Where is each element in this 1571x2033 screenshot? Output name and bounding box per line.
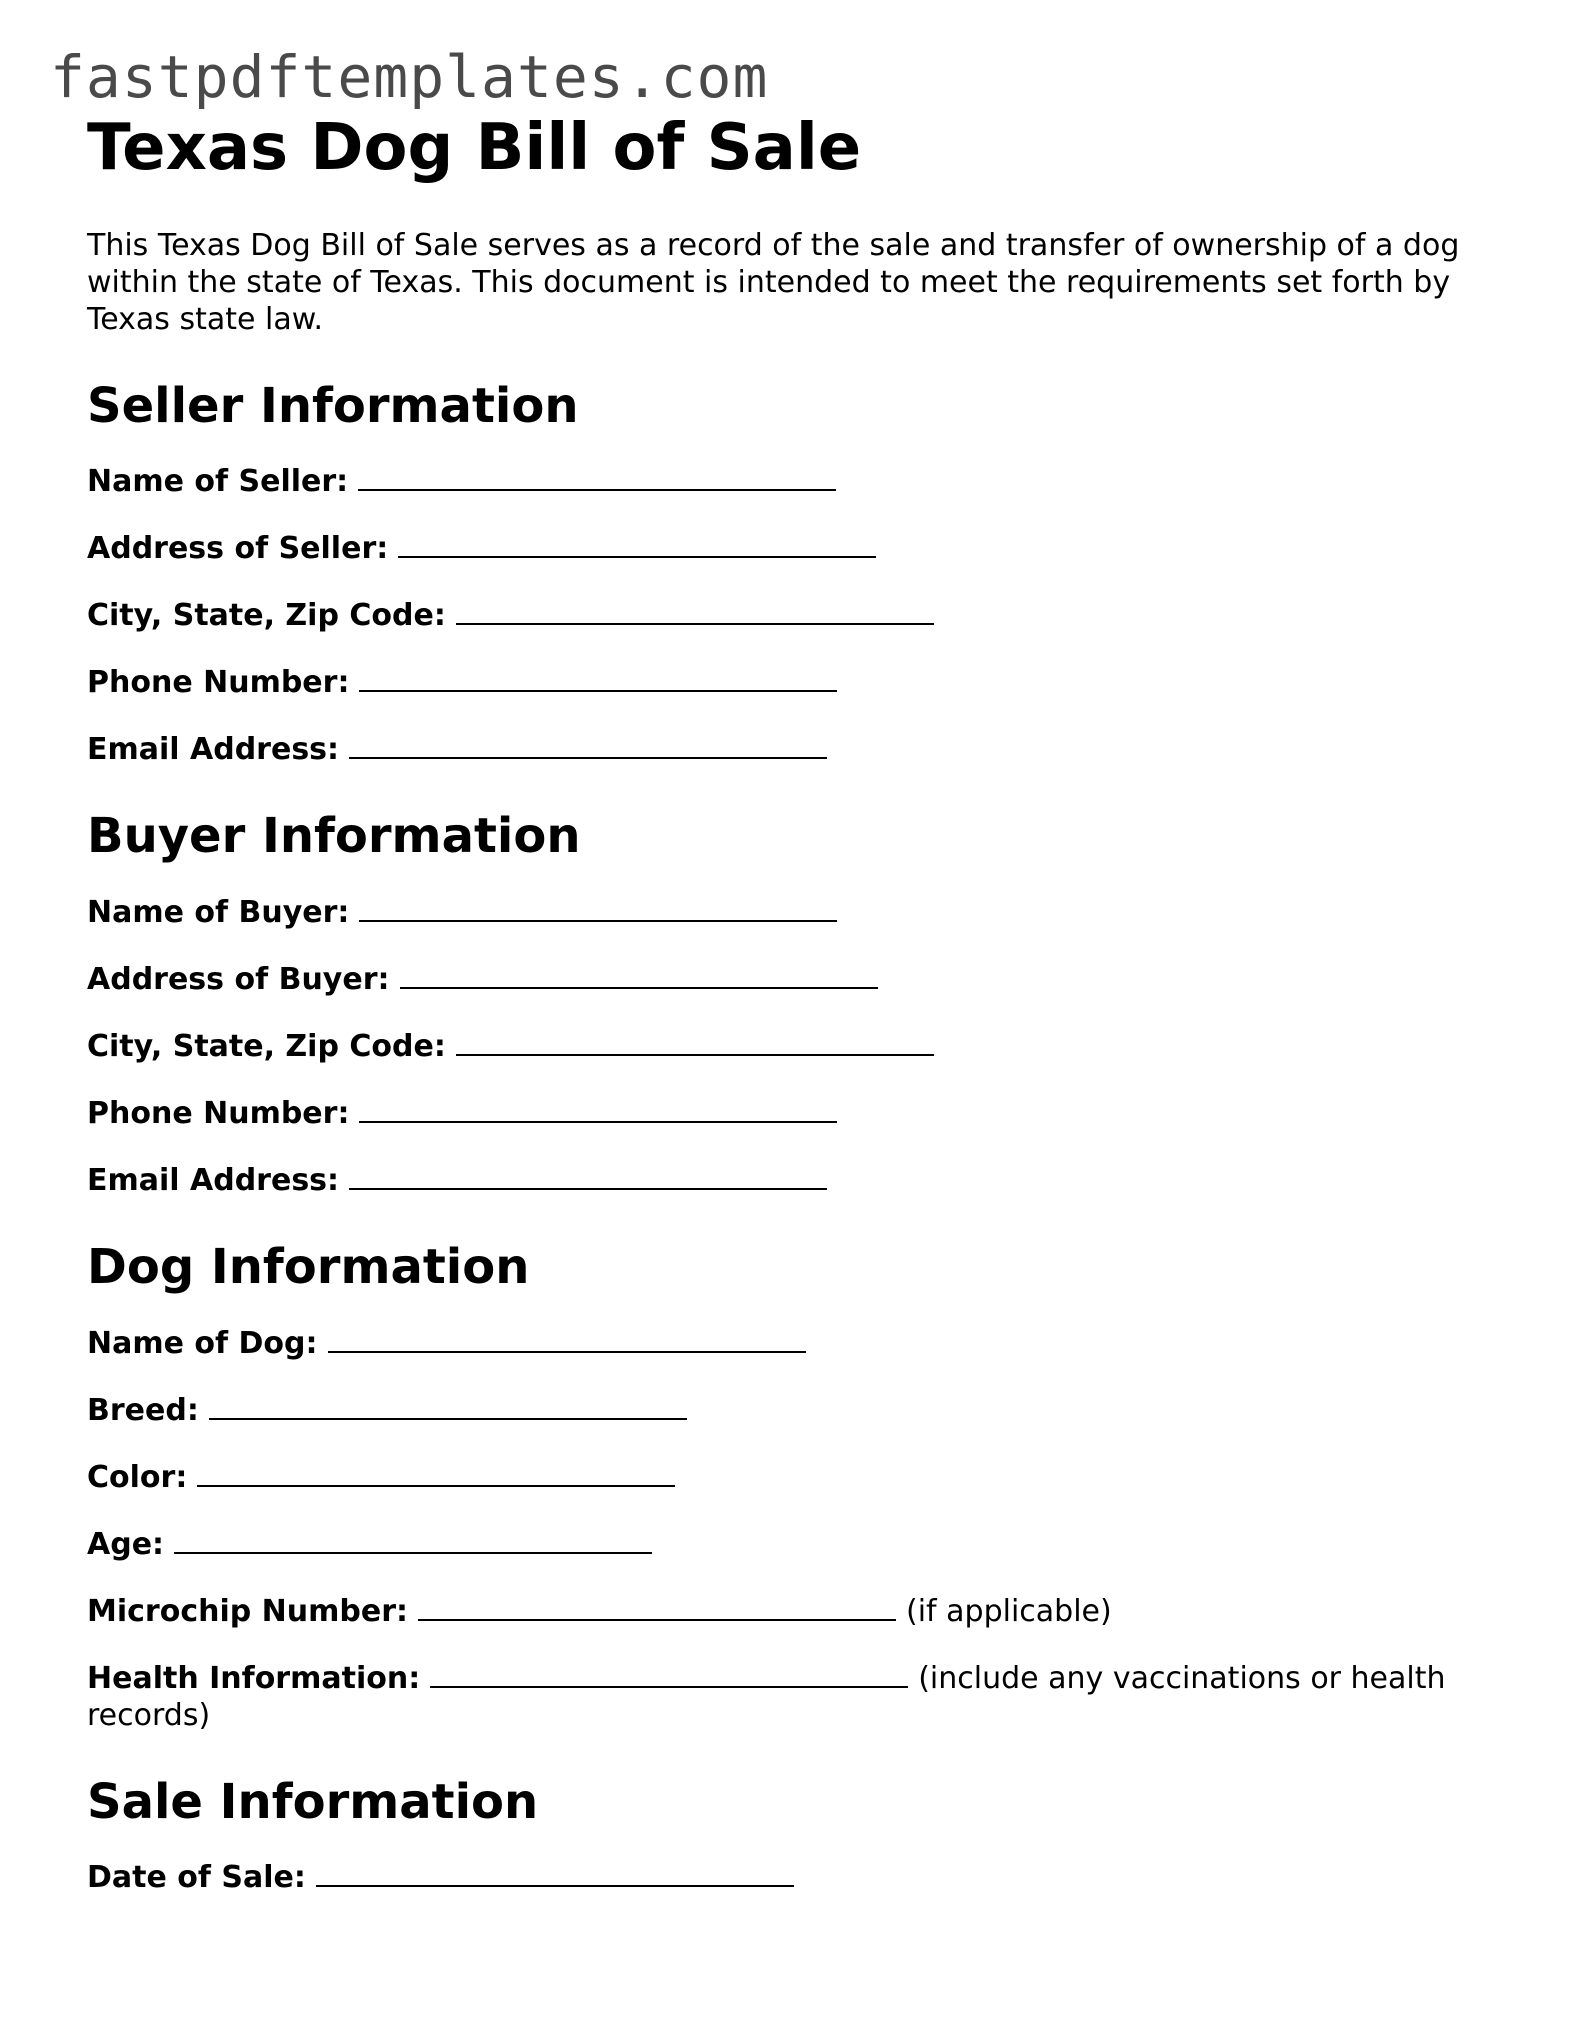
seller-city-line[interactable] <box>456 597 934 625</box>
seller-section <box>87 463 1507 768</box>
buyer-name-field <box>87 894 1507 931</box>
dog-age-line[interactable] <box>174 1526 652 1554</box>
watermark: fastpdftemplates.com <box>50 43 769 111</box>
field-label: Color: <box>87 1459 188 1495</box>
sale-heading: Sale Information <box>87 1773 539 1830</box>
field-label: Email Address: <box>87 1162 340 1198</box>
field-label: Phone Number: <box>87 665 350 701</box>
field-label: City, State, Zip Code: <box>87 598 446 634</box>
field-label: City, State, Zip Code: <box>87 1028 446 1064</box>
dog-breed-field <box>87 1392 1507 1429</box>
field-label: Name of Seller: <box>87 464 349 500</box>
document-title: Texas Dog Bill of Sale <box>87 111 862 185</box>
field-label: Age: <box>87 1526 165 1562</box>
dog-health-line[interactable] <box>430 1660 908 1688</box>
seller-address-line[interactable] <box>398 530 876 558</box>
seller-email-field <box>87 731 1507 768</box>
dog-color-line[interactable] <box>197 1459 675 1487</box>
dog-color-field <box>87 1459 1507 1496</box>
sale-date-field <box>87 1859 1507 1896</box>
buyer-email-field <box>87 1162 1507 1199</box>
field-label: Breed: <box>87 1392 199 1428</box>
dog-breed-line[interactable] <box>209 1392 687 1420</box>
field-label: Name of Buyer: <box>87 894 350 930</box>
buyer-email-line[interactable] <box>349 1162 827 1190</box>
field-note: (if applicable) <box>906 1593 1112 1629</box>
dog-age-field <box>87 1526 1507 1563</box>
field-label: Microchip Number: <box>87 1593 409 1629</box>
field-label: Phone Number: <box>87 1095 350 1131</box>
buyer-city-field <box>87 1028 1507 1065</box>
seller-name-field <box>87 463 1507 500</box>
field-label: Address of Buyer: <box>87 961 390 997</box>
buyer-phone-line[interactable] <box>359 1095 837 1123</box>
dog-heading: Dog Information <box>87 1238 530 1295</box>
field-label: Health Information: <box>87 1660 421 1696</box>
buyer-name-line[interactable] <box>359 894 837 922</box>
dog-microchip-line[interactable] <box>418 1593 896 1621</box>
buyer-city-line[interactable] <box>456 1028 934 1056</box>
seller-heading: Seller Information <box>87 377 579 434</box>
buyer-address-line[interactable] <box>400 961 878 989</box>
field-note: (include any vaccinations or health records) <box>87 1660 1446 1733</box>
field-label: Name of Dog: <box>87 1325 318 1361</box>
buyer-address-field <box>87 961 1507 998</box>
buyer-heading: Buyer Information <box>87 808 581 865</box>
buyer-section <box>87 894 1507 1199</box>
document-body <box>87 110 1507 1896</box>
dog-name-field <box>87 1325 1507 1362</box>
dog-name-line[interactable] <box>328 1325 806 1353</box>
dog-microchip-field <box>87 1593 1507 1630</box>
dog-health-field <box>87 1660 1507 1734</box>
sale-section <box>87 1859 1507 1896</box>
seller-city-field <box>87 597 1507 634</box>
field-label: Address of Seller: <box>87 531 389 567</box>
sale-date-line[interactable] <box>316 1859 794 1887</box>
dog-section <box>87 1325 1507 1734</box>
field-label: Email Address: <box>87 732 340 768</box>
seller-phone-line[interactable] <box>359 664 837 692</box>
field-label: Date of Sale: <box>87 1860 306 1896</box>
seller-address-field <box>87 530 1507 567</box>
intro-paragraph: This Texas Dog Bill of Sale serves as a record of the sale and transfer of ownership of a dog within the state of Texas. This document is intended to meet the requirements set forth by Texas state law. <box>87 227 1460 337</box>
seller-name-line[interactable] <box>358 463 836 491</box>
seller-email-line[interactable] <box>349 731 827 759</box>
seller-phone-field <box>87 664 1507 701</box>
buyer-phone-field <box>87 1095 1507 1132</box>
